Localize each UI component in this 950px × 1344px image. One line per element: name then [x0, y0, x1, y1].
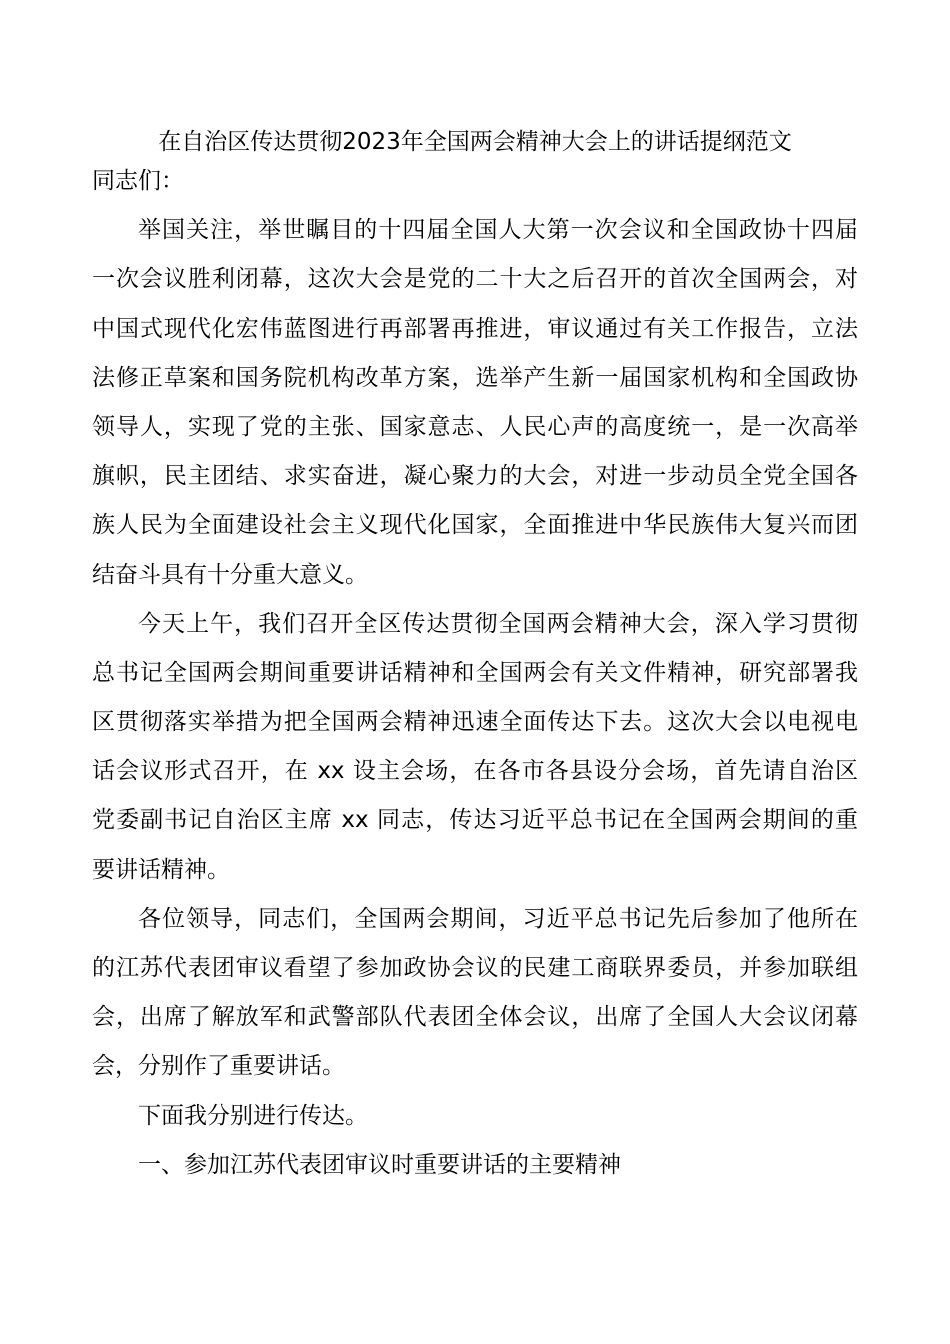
text-line: 一、参加江苏代表团审议时重要讲话的主要精神: [138, 1151, 621, 1178]
text-line: 总书记全国两会期间重要讲话精神和全国两会有关文件精神，研究部署我: [92, 659, 858, 686]
text-line: 会，出席了解放军和武警部队代表团全体会议，出席了全国人大会议闭幕: [92, 1004, 858, 1031]
text-line: 会，分别作了重要讲话。: [92, 1053, 345, 1080]
document-title: 在自治区传达贯彻2023年全国两会精神大会上的讲话提纲范文: [158, 129, 792, 155]
text-line: 今天上午，我们召开全区传达贯彻全国两会精神大会，深入学习贯彻: [138, 610, 858, 637]
text-line: 话会议形式召开，在 xx 设主会场，在各市各县设分会场，首先请自治区: [92, 758, 858, 785]
text-line: 的江苏代表团审议看望了参加政协会议的民建工商联界委员，并参加联组: [92, 955, 858, 981]
text-line: 各位领导，同志们，全国两会期间，习近平总书记先后参加了他所在: [138, 905, 858, 932]
text-line: 下面我分别进行传达。: [138, 1102, 368, 1129]
text-line: 结奋斗具有十分重大意义。: [92, 561, 368, 588]
text-line: 举国关注，举世瞩目的十四届全国人大第一次会议和全国政协十四届: [138, 217, 858, 244]
text-line: 要讲话精神。: [92, 856, 230, 883]
text-line: 区贯彻落实举措为把全国两会精神迅速全面传达下去。这次大会以电视电: [92, 709, 858, 736]
document-body: [92, 157, 858, 1190]
text-line: 中国式现代化宏伟蓝图进行再部署再推进，审议通过有关工作报告，立法: [92, 315, 858, 342]
text-line: 党委副书记自治区主席 xx 同志，传达习近平总书记在全国两会期间的重: [92, 807, 858, 834]
text-line: 领导人，实现了党的主张、国家意志、人民心声的高度统一，是一次高举: [92, 413, 858, 440]
text-line: 旗帜，民主团结、求实奋进，凝心聚力的大会，对进一步动员全党全国各: [92, 463, 858, 490]
text-line: 同志们：: [92, 168, 184, 194]
text-line: 族人民为全面建设社会主义现代化国家，全面推进中华民族伟大复兴而团: [92, 512, 858, 539]
text-line: 法修正草案和国务院机构改革方案，选举产生新一届国家机构和全国政协: [92, 364, 858, 391]
text-line: 一次会议胜利闭幕，这次大会是党的二十大之后召开的首次全国两会，对: [92, 266, 858, 293]
